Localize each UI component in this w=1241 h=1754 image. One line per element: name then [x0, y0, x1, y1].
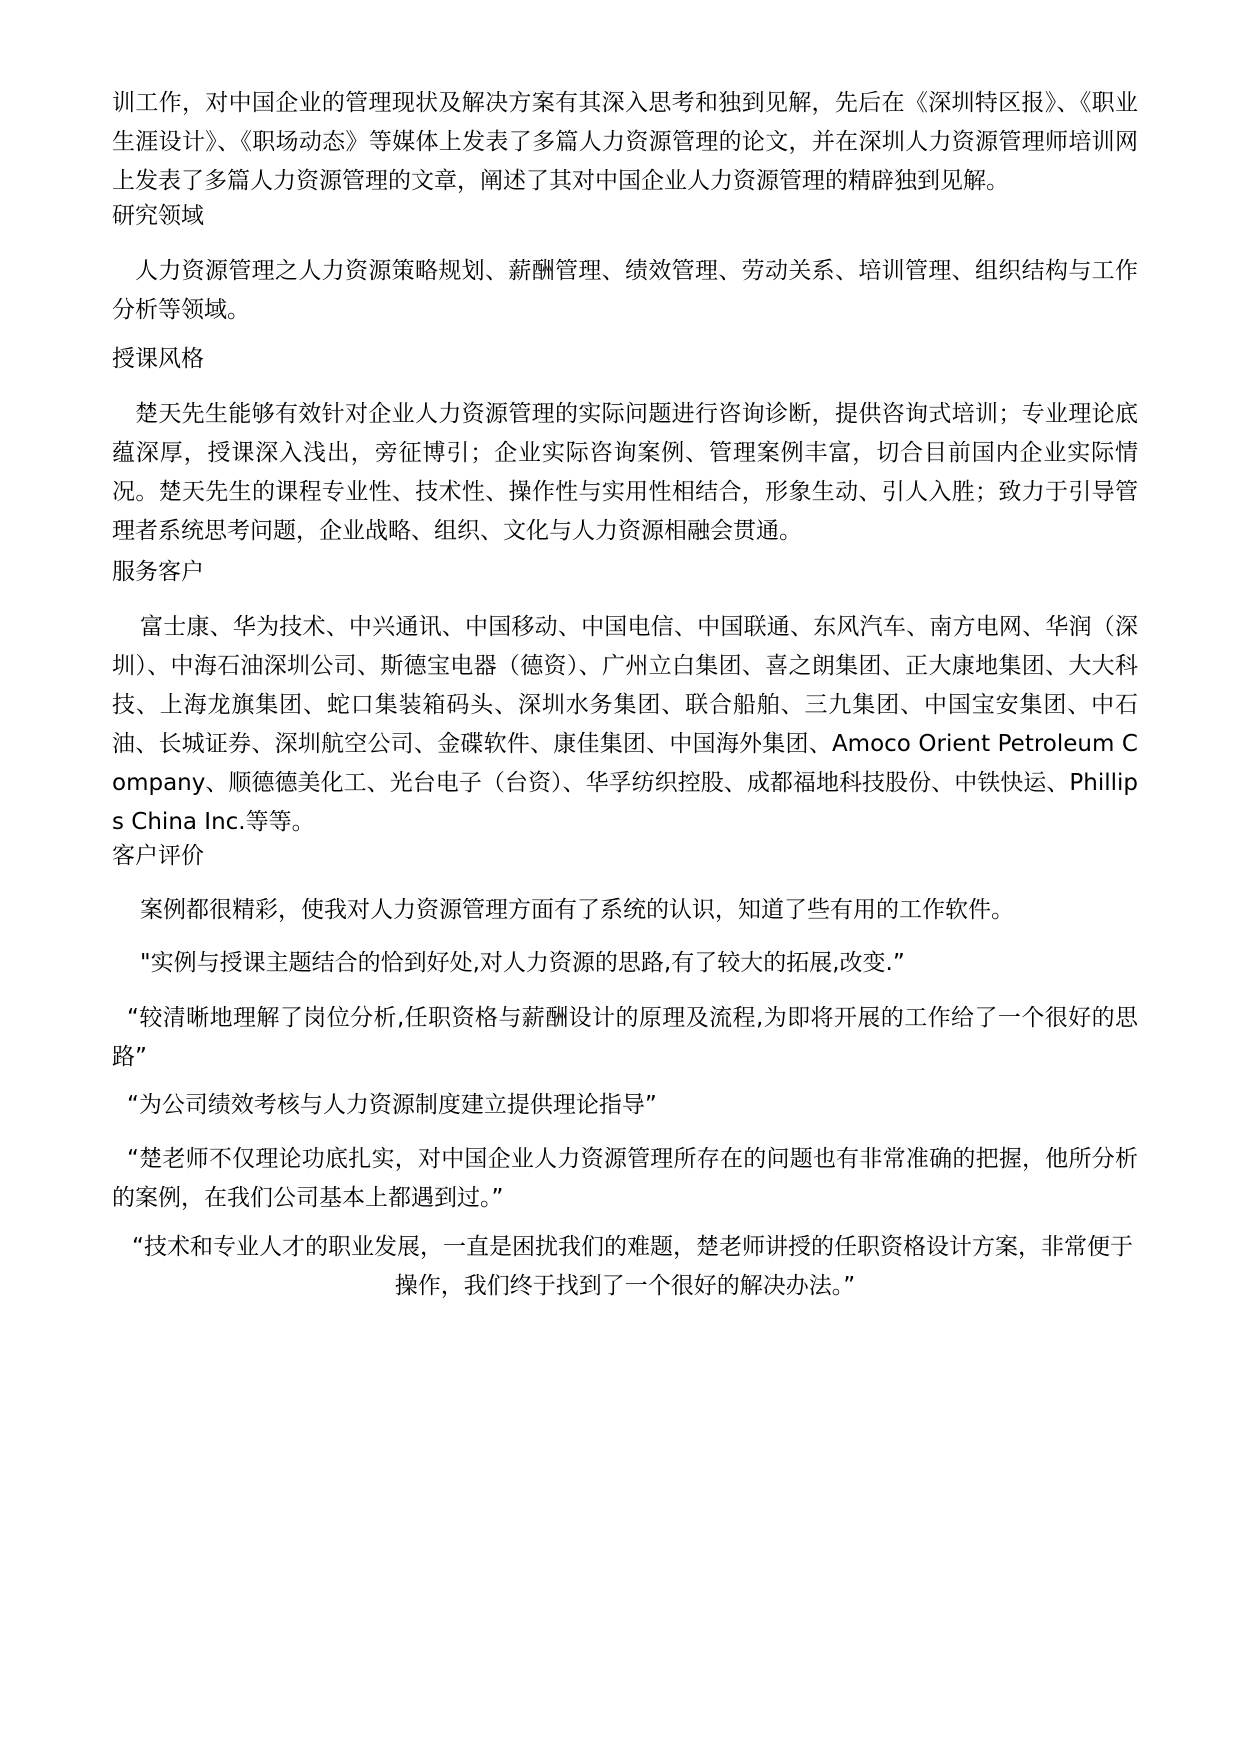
research-paragraph: 人力资源管理之人力资源策略规划、薪酬管理、绩效管理、劳动关系、培训管理、组织结构与工作分析等领域。	[112, 258, 1138, 323]
review-item: “楚老师不仅理论功底扎实，对中国企业人力资源管理所存在的问题也有非常准确的把握，他所分析的案例，在我们公司基本上都遇到过。”	[112, 1146, 1138, 1211]
style-heading: 授课风格	[112, 346, 204, 372]
clients-heading: 服务客户	[112, 559, 204, 585]
clients-paragraph: 富士康、华为技术、中兴通讯、中国移动、中国电信、中国联通、东风汽车、南方电网、华润（深圳）、中海石油深圳公司、斯德宝电器（德资）、广州立白集团、喜之朗集团、正大康地集团、大大科技、上海龙旗集团、蛇口集装箱码头、深圳水务集团、联合船舶、三九集团、中国宝安集团、中石油、长城证券、深圳航空公司、金碟软件、康佳集团、中国海外集团、Amoco Orient Petroleum Company、顺德德美化工、光台电子（台资）、华孚纺织控股、成都福地科技股份、中铁快运、Phillips China Inc.等等。	[112, 614, 1138, 835]
review-item: “技术和专业人才的职业发展，一直是困扰我们的难题，楚老师讲授的任职资格设计方案，非常便于操作，我们终于找到了一个很好的解决办法。”	[132, 1234, 1133, 1299]
review-item: 案例都很精彩，使我对人力资源管理方面有了系统的认识，知道了些有用的工作软件。	[140, 897, 1014, 923]
review-item: “为公司绩效考核与人力资源制度建立提供理论指导”	[127, 1092, 657, 1118]
review-item: "实例与授课主题结合的恰到好处,对人力资源的思路,有了较大的拓展,改变.”	[140, 950, 905, 976]
research-heading: 研究领域	[112, 203, 204, 229]
review-item: “较清晰地理解了岗位分析,任职资格与薪酬设计的原理及流程,为即将开展的工作给了一个很好的思路”	[112, 1005, 1138, 1070]
style-paragraph: 楚天先生能够有效针对企业人力资源管理的实际问题进行咨询诊断，提供咨询式培训；专业理论底蕴深厚，授课深入浅出，旁征博引；企业实际咨询案例、管理案例丰富，切合目前国内企业实际情况。楚天先生的课程专业性、技术性、操作性与实用性相结合，形象生动、引人入胜；致力于引导管理者系统思考问题，企业战略、组织、文化与人力资源相融会贯通。	[112, 401, 1138, 544]
reviews-heading: 客户评价	[112, 843, 204, 869]
intro-paragraph: 训工作，对中国企业的管理现状及解决方案有其深入思考和独到见解，先后在《深圳特区报》、《职业生涯设计》、《职场动态》等媒体上发表了多篇人力资源管理的论文，并在深圳人力资源管理师培训网上发表了多篇人力资源管理的文章，阐述了其对中国企业人力资源管理的精辟独到见解。	[112, 90, 1138, 194]
